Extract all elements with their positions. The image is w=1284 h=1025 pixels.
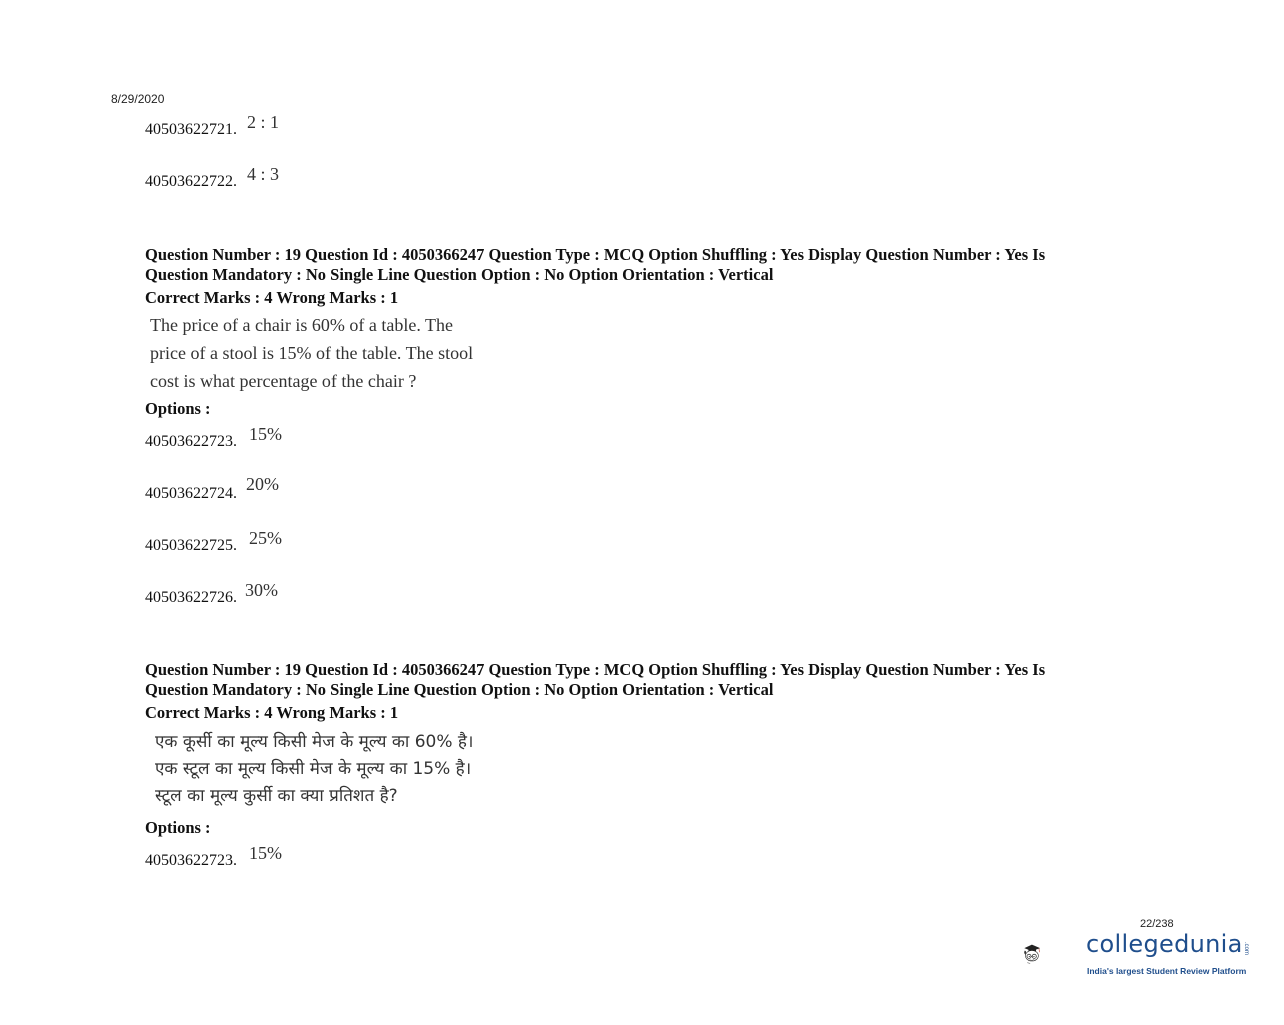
option-row bbox=[145, 528, 282, 555]
question-meta-line: Question Mandatory : No Single Line Question Option : No Option Orientation : Vertical bbox=[145, 265, 774, 284]
question-text-line: cost is what percentage of the chair ? bbox=[150, 371, 417, 391]
question-text bbox=[150, 311, 473, 395]
option-row bbox=[145, 580, 278, 607]
collegedunia-mascot-icon bbox=[1022, 918, 1092, 990]
question-text-line: एक स्टूल का मूल्य किसी मेज के मूल्य का 15% है। bbox=[155, 759, 472, 779]
brand-name: collegedunia bbox=[1086, 930, 1243, 958]
question-meta-line: Question Number : 19 Question Id : 4050366247 Question Type : MCQ Option Shuffling : Yes Display Question Number : Yes Is bbox=[145, 245, 1046, 264]
option-id: 40503622725. bbox=[145, 537, 237, 554]
question-text-hindi bbox=[155, 729, 473, 810]
option-id: 40503622722. bbox=[145, 173, 237, 190]
option-value: 30% bbox=[245, 580, 278, 600]
question-text-line: एक कूर्सी का मूल्य किसी मेज के मूल्य का 60% है। bbox=[155, 732, 474, 752]
option-row bbox=[145, 164, 280, 191]
option-value: 2 : 1 bbox=[247, 112, 280, 132]
options-label: Options : bbox=[145, 399, 211, 418]
brand-com: .com bbox=[1243, 942, 1249, 956]
option-id: 40503622724. bbox=[145, 485, 237, 502]
option-row bbox=[145, 112, 280, 139]
option-row bbox=[145, 424, 282, 451]
question-text-line: स्टूल का मूल्य कुर्सी का क्या प्रतिशत है? bbox=[155, 786, 398, 806]
option-value: 15% bbox=[249, 843, 282, 863]
option-id: 40503622726. bbox=[145, 589, 237, 606]
option-id: 40503622723. bbox=[145, 433, 237, 450]
option-value: 25% bbox=[249, 528, 282, 548]
brand-tagline: India's largest Student Review Platform bbox=[1087, 966, 1247, 976]
page-number: 22/238 bbox=[1140, 918, 1174, 930]
print-date: 8/29/2020 bbox=[111, 92, 165, 106]
option-row bbox=[145, 474, 279, 503]
option-id: 40503622723. bbox=[145, 852, 237, 869]
question-marks: Correct Marks : 4 Wrong Marks : 1 bbox=[145, 703, 399, 722]
options-label: Options : bbox=[145, 818, 211, 837]
question-meta-line: Question Number : 19 Question Id : 4050366247 Question Type : MCQ Option Shuffling : Yes Display Question Number : Yes Is bbox=[145, 660, 1046, 679]
question-meta bbox=[145, 660, 1125, 700]
option-value: 20% bbox=[246, 474, 279, 494]
option-row bbox=[145, 843, 282, 870]
question-text-line: price of a stool is 15% of the table. The stool bbox=[150, 343, 474, 363]
option-id: 40503622721. bbox=[145, 121, 237, 138]
option-value: 15% bbox=[249, 424, 282, 444]
question-marks: Correct Marks : 4 Wrong Marks : 1 bbox=[145, 288, 399, 307]
question-meta bbox=[145, 245, 1125, 285]
question-text-line: The price of a chair is 60% of a table. The bbox=[150, 315, 454, 335]
question-meta-line: Question Mandatory : No Single Line Question Option : No Option Orientation : Vertical bbox=[145, 680, 774, 699]
option-value: 4 : 3 bbox=[247, 164, 280, 184]
